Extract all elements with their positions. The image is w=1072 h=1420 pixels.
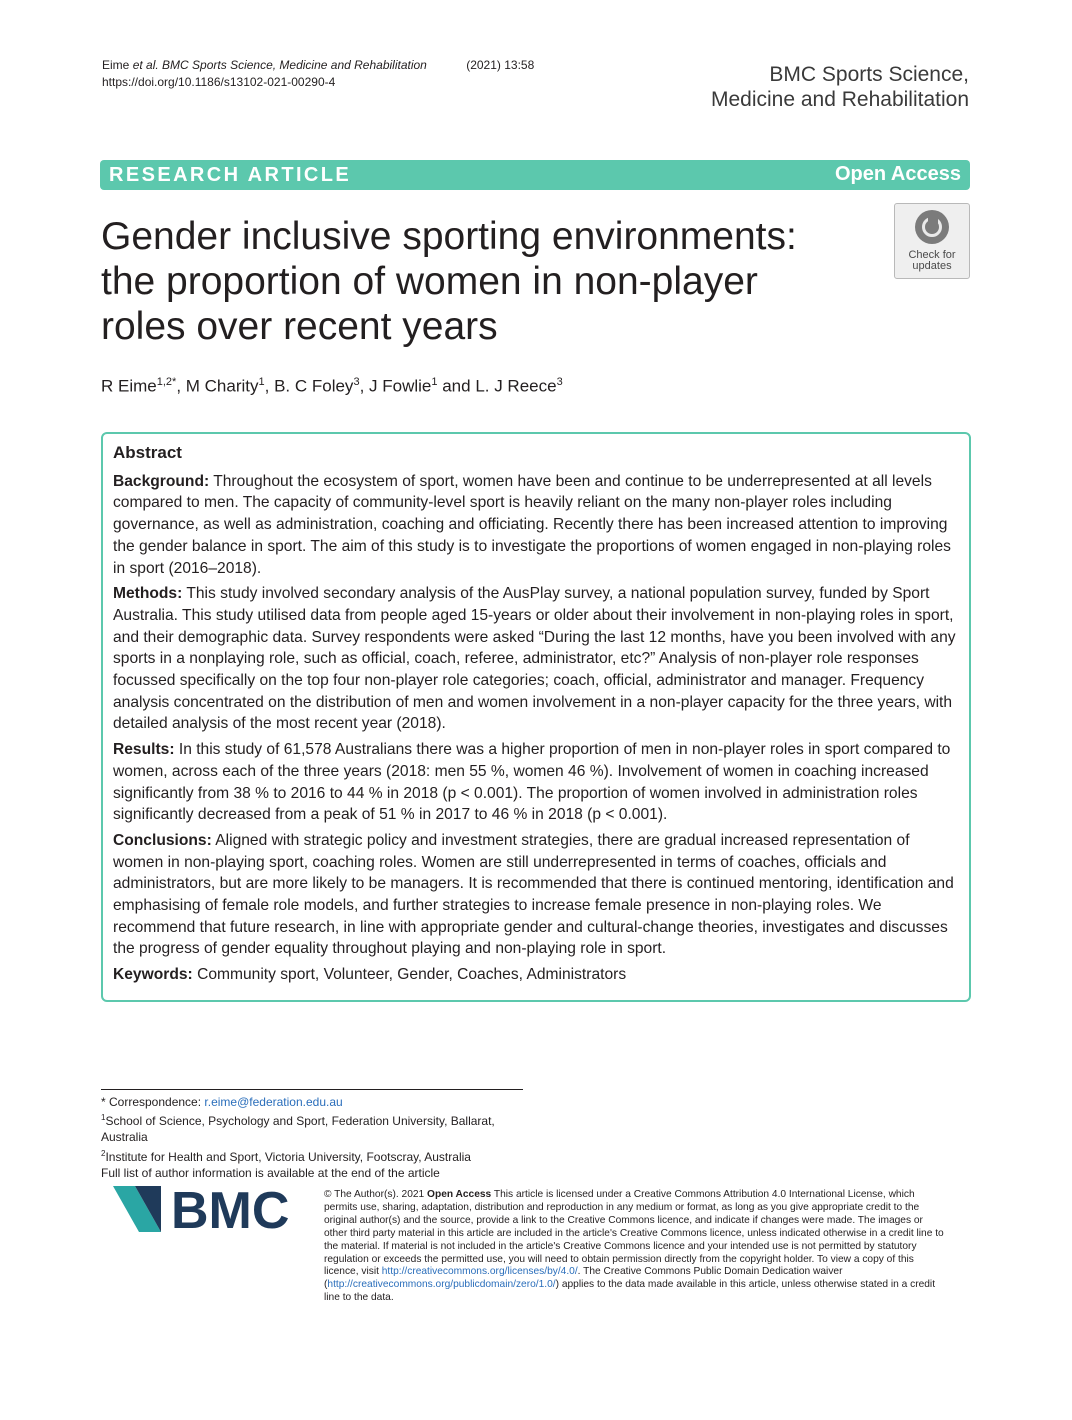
author-name[interactable]: L. J Reece — [475, 376, 557, 396]
affiliation-sup: 1 — [101, 1113, 106, 1123]
affiliation-1 — [101, 1110, 531, 1145]
check-for-updates-label — [895, 250, 969, 272]
license-statement — [324, 1189, 948, 1305]
correspondence-label: * Correspondence: — [101, 1095, 205, 1109]
full-author-list-note: Full list of author information is available at the end of the article — [101, 1165, 440, 1180]
citation-year: (2021) 13:58 — [466, 58, 535, 72]
article-type-banner — [100, 160, 970, 190]
journal-name-line1: BMC Sports Science, — [769, 63, 969, 86]
section-text: Aligned with strategic policy and investment strategies, there are gradual increased representation of women in non-playing sport, coaching roles. Women are still underrepresented in terms of coaches, officials and administrators, but are more likely to be managers. It is recommended that there is continued mentoring, identification and emphasising of female role models, and further strategies to increase female presence in non-playing roles. We recommend that future research, in line with appropriate gender and cultural-change theories, investigates and discusses the progress of gender equality throughout playing and non-playing role in sport. — [113, 831, 954, 958]
check-updates-line1: Check for — [908, 249, 956, 261]
author-separator: and — [437, 376, 476, 396]
section-label: Results: — [113, 741, 175, 759]
title-line: roles over recent years — [101, 305, 498, 348]
author-separator: , — [264, 376, 275, 396]
author-affiliation-sup: 3 — [556, 376, 563, 388]
abstract-heading: Abstract — [113, 443, 182, 462]
author-name[interactable]: B. C Foley — [274, 376, 354, 396]
author-list — [101, 370, 563, 399]
journal-name-line2: Medicine and Rehabilitation — [711, 88, 969, 111]
author-affiliation-sup: 1 — [431, 376, 438, 388]
abstract-box — [101, 432, 971, 1002]
author-affiliation-sup: 1 — [258, 376, 265, 388]
section-text: This study involved secondary analysis of the AusPlay survey, a national population survey, funded by Sport Australia. This study utilised data from people aged 15-years or older about their involvement in non-playing roles in sport, and their demographic data. Survey respondents were asked “During the last 12 months, have you been involved with any sports in a nonplaying role, such as official, coach, referee, administrator, etc?” Analysis of non-player role responses focussed specifically on the top four non-player role categories; coach, official, administrator and manager. Frequency analysis concentrated on the distribution of men and women involvement in a non-player capacity for the three years, with detailed analysis of the most recent year (2018). — [113, 585, 956, 733]
footnote-divider — [101, 1089, 523, 1090]
section-text: In this study of 61,578 Australians there was a higher proportion of men in non-player roles in sport compared to women, across each of the three years (2018: men 55 %, women 46 %). Involvement of women in coaching increased significantly from 38 % to 2016 to 44 % in 2018 (p < 0.001). The proportion of women involved in administration roles significantly decreased from a peak of 51 % in 2017 to 46 % in 2018 (p < 0.001). — [113, 741, 951, 824]
cc-license-link[interactable]: http://creativecommons.org/licenses/by/4.0/ — [381, 1266, 578, 1278]
abstract-background — [113, 471, 958, 580]
author-affiliation-sup: 3 — [353, 376, 360, 388]
citation-authors: Eime — [102, 58, 130, 72]
author-name[interactable]: M Charity — [185, 376, 259, 396]
abstract-conclusions — [113, 830, 958, 960]
open-access-bold: Open Access — [427, 1189, 492, 1200]
article-title — [101, 214, 861, 349]
title-line: Gender inclusive sporting environments: — [101, 215, 797, 258]
citation-etal: et al. — [132, 58, 159, 72]
abstract-keywords — [113, 964, 958, 986]
article-type-label: RESEARCH ARTICLE — [109, 164, 352, 186]
bmc-logo — [113, 1186, 303, 1232]
license-text-2: . The Creative Commons Public Domain Dedication waiver ( — [324, 1266, 843, 1291]
title-line: the proportion of women in non-player — [101, 260, 758, 303]
author-name[interactable]: R Eime — [101, 376, 157, 396]
abstract-methods — [113, 583, 958, 735]
license-text-3: ) applies to the data made available in this article, unless otherwise stated in a credit line to the data. — [324, 1279, 936, 1304]
license-text-1: This article is licensed under a Creative Commons Attribution 4.0 International License, which permits use, sharing, adaptation, distribution and reproduction in any medium or format, as long as you give appropriate credit to the original author(s) and the source, provide a link to the Creative Commons licence, and indicate if changes were made. The images or other third party material in this article are included in the article's Creative Commons licence, unless indicated otherwise in a credit line to the material. If material is not included in the article's Creative Commons licence and your intended use is not permitted by statutory regulation or exceeds the permitted use, you will need to obtain permission directly from the copyright holder. To view a copy of this licence, visit — [324, 1189, 944, 1278]
section-label: Background: — [113, 472, 210, 490]
section-text: Throughout the ecosystem of sport, women have been and continue to be underrepresented at all levels compared to men. The capacity of community-level sport is heavily reliant on the many non-player roles including governance, as well as administration, coaching and officiating. Recently there has been increased attention to improving the gender balance in sport. The aim of this study is to investigate the proportions of women engaged in non-playing roles in sport (2016–2018). — [113, 472, 951, 577]
section-label: Conclusions: — [113, 831, 212, 849]
affiliation-sup: 2 — [101, 1148, 106, 1158]
author-separator: , — [176, 376, 186, 396]
abstract-content — [113, 442, 958, 990]
correspondence-email-link[interactable]: r.eime@federation.edu.au — [204, 1095, 343, 1109]
journal-name — [711, 62, 969, 112]
author-separator: , — [359, 376, 370, 396]
section-label: Keywords: — [113, 966, 193, 984]
affiliation-text: School of Science, Psychology and Sport, Federation University, Ballarat, Australia — [101, 1114, 495, 1145]
doi-link[interactable]: https://doi.org/10.1186/s13102-021-00290-4 — [102, 75, 336, 89]
cc-zero-link[interactable]: http://creativecommons.org/publicdomain/zero/1.0/ — [327, 1279, 556, 1291]
bmc-logo-text: BMC — [171, 1186, 290, 1232]
author-affiliation-sup: 1,2* — [156, 376, 177, 388]
affiliation-2 — [101, 1146, 531, 1165]
footnotes — [101, 1094, 531, 1181]
citation-header — [102, 57, 534, 91]
citation-journal: BMC Sports Science, Medicine and Rehabilitation — [162, 58, 427, 72]
author-name[interactable]: J Fowlie — [369, 376, 432, 396]
abstract-results — [113, 739, 958, 826]
check-for-updates-button[interactable] — [894, 203, 970, 279]
section-label: Methods: — [113, 585, 183, 603]
correspondence — [101, 1094, 531, 1110]
open-access-label: Open Access — [835, 163, 961, 185]
affiliation-text: Institute for Health and Sport, Victoria University, Footscray, Australia — [105, 1149, 471, 1164]
section-text: Community sport, Volunteer, Gender, Coaches, Administrators — [197, 966, 627, 984]
check-updates-line2: updates — [912, 260, 952, 272]
copyright-text: © The Author(s). 2021 — [324, 1189, 425, 1200]
bookmark-tab — [928, 213, 938, 227]
citation-line — [102, 57, 534, 74]
